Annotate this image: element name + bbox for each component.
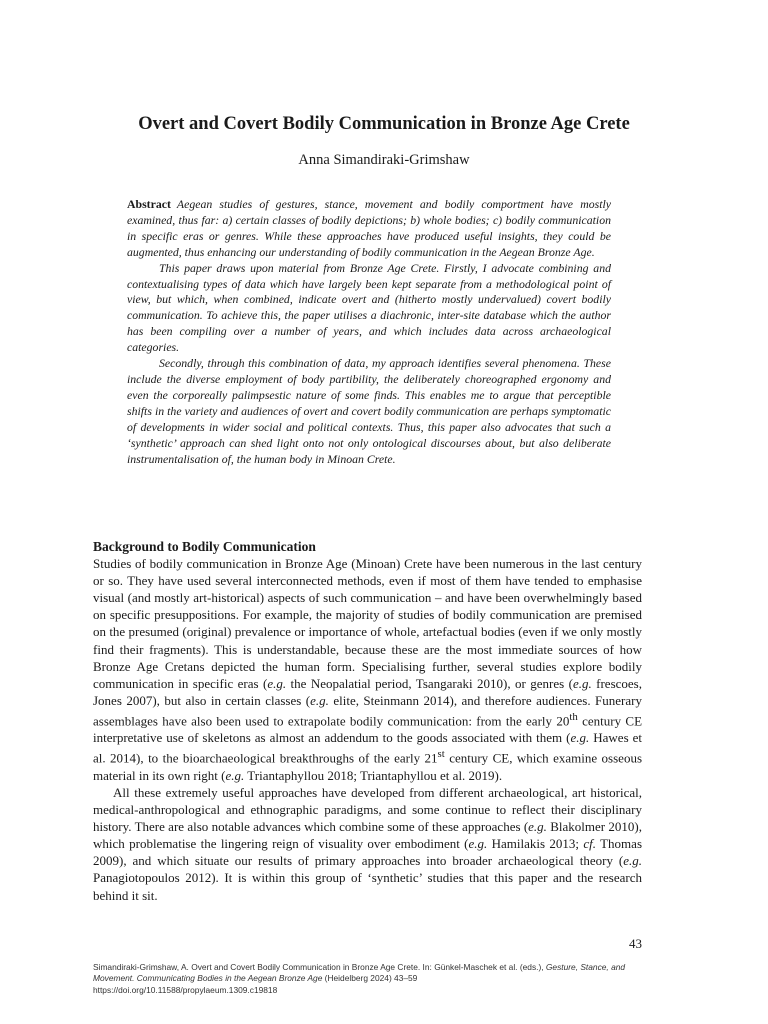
abstract [127, 197, 611, 467]
author-name: Anna Simandiraki-Grimshaw [298, 152, 470, 168]
abstract-paragraph: This paper draws upon material from Bronze Age Crete. Firstly, I advocate combining and contextualising types of data which have largely been kept separate from a methodological point of view, but which, when combined, indicate overt and (hitherto mostly undervalued) covert bodily communication. To achieve this, the paper utilises a diachronic, inter-site database which the author has been compiling over a number of years, and which includes data across archaeological categories. [127, 260, 611, 355]
doi-link[interactable]: https://doi.org/10.11588/propylaeum.1309.c19818 [93, 984, 278, 995]
abstract-paragraph: Secondly, through this combination of data, my approach identifies several phenomena. These include the diverse employment of body partibility, the deliberately choreographed ergonomy and even the corporeally palimpsestic nature of some finds. This enables me to argue that perceptible shifts in the variety and audiences of overt and covert bodily communication are perhaps symptomatic of developments in wider social and political contexts. Thus, this paper also advocates that such a ‘synthetic’ approach can shed light onto not only ontological discourses about, but also deliberate instrumentalisation of, the human body in Minoan Crete. [127, 356, 611, 466]
abstract-paragraph: Abstract Aegean studies of gestures, stance, movement and bodily comportment have mostly examined, thus far: a) certain classes of bodily depictions; b) whole bodies; c) bodily communication in specific eras or genres. While these approaches have produced useful insights, they could be augmented, thus enhancing our understanding of bodily communication in the Aegean Bronze Age. [127, 197, 611, 259]
book-title: Gesture, Stance, and Movement. Communicating Bodies in the Aegean Bronze Age [93, 962, 626, 984]
citation-footer: Simandiraki-Grimshaw, A. Overt and Covert Bodily Communication in Bronze Age Crete. In: Günkel-Maschek et al. (eds.), Gesture, Stance, and Movement. Communicating Bodies in the Aegean Bronze Age (Heidelberg 2024) 43–59 https://doi.org/10.11588/propylaeum.1309.c19818 [93, 962, 626, 995]
paper-title: Overt and Covert Bodily Communication in Bronze Age Crete [138, 114, 630, 134]
section-heading: Background to Bodily Communication [93, 539, 316, 554]
body-paragraph: All these extremely useful approaches have developed from different archaeological, art historical, medical-anthropological and ethnographic paradigms, and some continue to reflect their disciplinary history. There are also notable advances which combine some of these approaches (e.g. Blakolmer 2010), which problematise the lingering reign of visuality over embodiment (e.g. Hamilakis 2013; cf. Thomas 2009), and which situate our results of primary approaches into broader archaeological theory (e.g. Panagiotopoulos 2012). It is within this group of ‘synthetic’ studies that this paper and the research behind it sit. [93, 784, 643, 903]
body-paragraph: Studies of bodily communication in Bronze Age (Minoan) Crete have been numerous in the last century or so. They have used several interconnected methods, even if most of them have tended to emphasise visual (and mostly art-historical) aspects of such communication – and have been overwhelmingly based on specific presuppositions. For example, the majority of studies of bodily communication are premised on the presumed (original) prevalence or importance of whole, artefactual bodies (even if we only mostly find their fragments). This is understandable, because these are the most immediate sources of how Bronze Age Cretans depicted the human form. Specialising further, several studies explore bodily communication in specific eras (e.g. the Neopalatial period, Tsangaraki 2010), or genres (e.g. frescoes, Jones 2007), but also in certain classes (e.g. elite, Steinmann 2014), and therefore audiences. Funerary assemblages have also been used to extrapolate bodily communication: from the early 20th century CE interpretative use of skeletons as almost an addendum to the goods associated with them (e.g. Hawes et al. 2014), to the bioarchaeological breakthroughs of the early 21st century CE, which examine osseous material in its own right (e.g. Triantaphyllou 2018; Triantaphyllou et al. 2019). [93, 556, 643, 783]
body-section [93, 538, 642, 904]
abstract-label: Abstract [127, 197, 171, 211]
page-number: 43 [629, 936, 642, 951]
